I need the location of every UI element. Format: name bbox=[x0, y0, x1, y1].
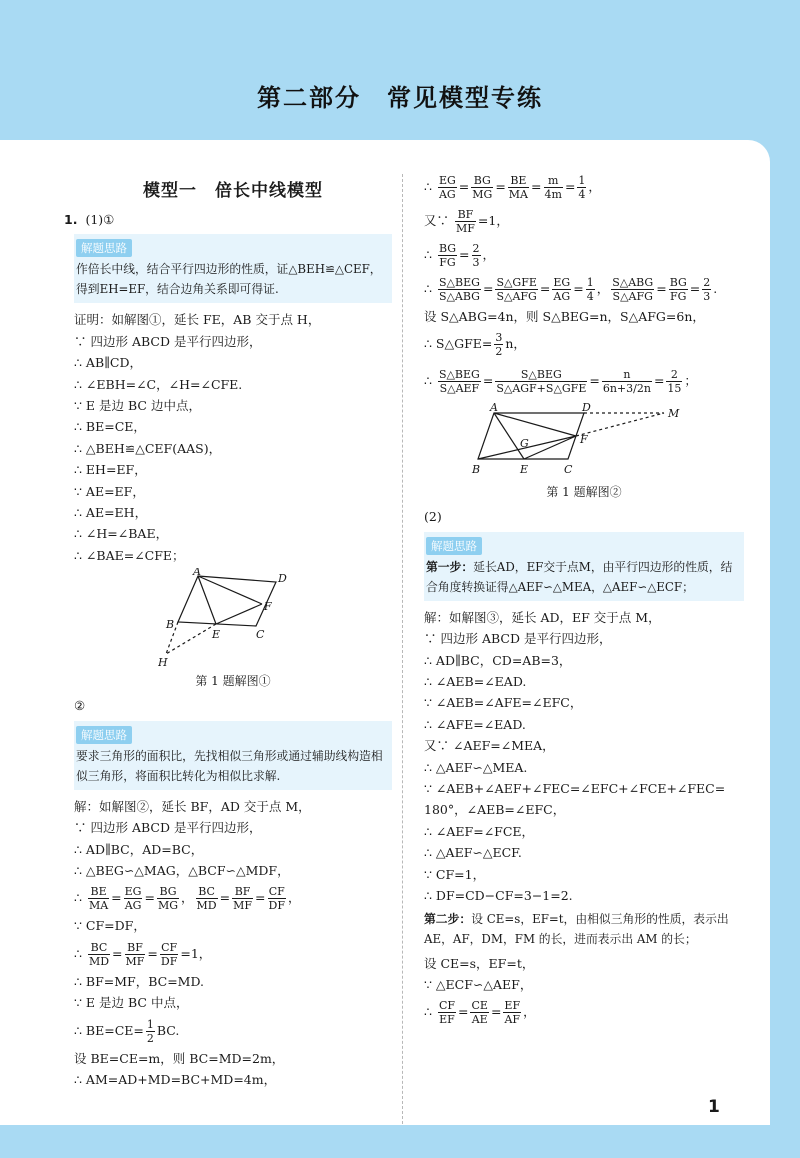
numerator: BG bbox=[438, 242, 457, 255]
fraction bbox=[268, 885, 286, 912]
figure-1 bbox=[158, 568, 308, 672]
solution-line: ∴ DF=CD−CF=3−1=2. bbox=[424, 888, 573, 904]
prefix: ∴ bbox=[424, 1004, 436, 1020]
operator: = bbox=[459, 247, 470, 262]
operator: = bbox=[531, 179, 542, 194]
ratio-line-r3 bbox=[424, 238, 744, 272]
numerator: BG bbox=[157, 885, 179, 899]
numerator: BE bbox=[88, 885, 109, 899]
hint-box-1 bbox=[74, 234, 392, 303]
operator: = bbox=[490, 1004, 502, 1020]
proof-line: ∴ ∠EBH=∠C，∠H=∠CFE. bbox=[74, 376, 243, 392]
denominator: FG bbox=[670, 290, 687, 303]
part2-lines-b bbox=[74, 971, 392, 1014]
prefix: ∴ bbox=[74, 945, 86, 961]
fraction bbox=[88, 941, 110, 968]
fraction bbox=[157, 885, 179, 912]
model-title: 模型一 倍长中线模型 bbox=[143, 181, 323, 201]
fraction bbox=[455, 208, 476, 235]
numerator: S△ABG bbox=[612, 276, 654, 289]
ratio-line-r7 bbox=[424, 361, 744, 401]
denominator: AG bbox=[438, 188, 456, 201]
denominator: MF bbox=[233, 899, 253, 913]
hint-text-1: 作倍长中线，结合平行四边形的性质，证△BEH≌△CEF，得到EH=EF，结合边角关系即可得证. bbox=[76, 262, 382, 297]
denominator: S△AFG bbox=[612, 290, 653, 303]
right-column bbox=[424, 170, 744, 1029]
line-cf-df: ∵ CF=DF， bbox=[74, 918, 146, 934]
numerator: BF bbox=[455, 208, 476, 222]
fraction bbox=[438, 242, 457, 269]
proof-line: ∴ ∠H=∠BAE， bbox=[74, 526, 169, 542]
parallelogram-abcd bbox=[178, 576, 276, 626]
prefix: ∴ bbox=[74, 890, 86, 906]
fraction bbox=[124, 885, 143, 912]
numerator: S△GFE bbox=[496, 276, 537, 289]
proof-line: 证明：如解图①，延长 FE，AB 交于点 H， bbox=[74, 312, 321, 328]
question-number: 1. bbox=[64, 212, 78, 227]
numerator: S△BEG bbox=[495, 368, 587, 382]
hint-tag: 解题思路 bbox=[76, 726, 132, 744]
denominator: S△ABG bbox=[438, 290, 480, 303]
denominator: AE bbox=[471, 1013, 488, 1027]
numerator: BC bbox=[196, 885, 218, 899]
suffix: ， bbox=[588, 179, 601, 194]
prefix: 又∵ bbox=[424, 213, 453, 228]
solution-line: ∵ E 是边 BC 中点， bbox=[74, 995, 189, 1011]
denominator: MA bbox=[508, 188, 529, 201]
hint-tag: 解题思路 bbox=[76, 239, 132, 257]
solution-line: ∴ ∠AEB=∠EAD. bbox=[424, 674, 527, 690]
denominator: 15 bbox=[667, 382, 682, 396]
numerator: 1 bbox=[146, 1017, 154, 1031]
point-label-f: F bbox=[264, 600, 272, 614]
denominator: AG bbox=[124, 899, 142, 913]
point-label-e: E bbox=[212, 628, 221, 642]
numerator: BF bbox=[125, 941, 146, 955]
denominator: MD bbox=[88, 954, 110, 968]
operator: = bbox=[495, 179, 506, 194]
proof-line: ∴ BE=CE， bbox=[74, 419, 146, 435]
part2-label: ② bbox=[74, 698, 86, 714]
numerator: CF bbox=[161, 940, 178, 954]
solution-line: ∵ ∠AEB+∠AEF+∠FEC=∠EFC+∠FCE+∠FEC= bbox=[424, 781, 726, 797]
suffix: ， bbox=[482, 247, 496, 262]
denominator: AG bbox=[553, 290, 571, 303]
solution-line: ∴ AD∥BC，AD=BC， bbox=[74, 841, 204, 857]
solution-line: ∵ ∠AEB=∠AFE=∠EFC， bbox=[424, 695, 583, 711]
denominator: MG bbox=[157, 899, 179, 913]
prefix: ∴ bbox=[424, 179, 436, 194]
point-label-c: C bbox=[564, 463, 573, 477]
part2-question-label: (2) bbox=[424, 509, 442, 525]
fraction bbox=[495, 276, 537, 303]
solution-line: ∴ △BEG∽△MAG，△BCF∽△MDF， bbox=[74, 862, 290, 878]
proof-line: ∵ 四边形 ABCD 是平行四边形， bbox=[74, 333, 262, 349]
fraction bbox=[232, 885, 253, 912]
prefix: ∴ bbox=[424, 247, 436, 262]
hint-text-3 bbox=[426, 557, 740, 597]
denominator: MF bbox=[455, 222, 475, 235]
solution-line: ∵ CF=1， bbox=[424, 866, 486, 882]
numerator: BG bbox=[471, 174, 493, 188]
suffix: ， bbox=[287, 890, 301, 906]
operator: = bbox=[482, 373, 494, 389]
solution-line: ∴ ∠AFE=∠EAD. bbox=[424, 716, 526, 732]
fraction bbox=[702, 276, 711, 303]
suffix: =1， bbox=[477, 213, 509, 228]
point-label-d: D bbox=[278, 572, 287, 586]
prefix: ∴ bbox=[424, 373, 436, 389]
denominator: 6n+3/2n bbox=[602, 382, 651, 396]
point-label-a: A bbox=[490, 403, 498, 415]
point-label-h: H bbox=[158, 656, 168, 670]
solution-line: 解：如解图③，延长 AD，EF 交于点 M， bbox=[424, 609, 661, 625]
part2-lines-a bbox=[74, 796, 392, 882]
fraction bbox=[508, 174, 529, 201]
point-label-b: B bbox=[472, 463, 481, 477]
part3-lines bbox=[424, 607, 744, 907]
fraction bbox=[438, 276, 481, 303]
solution-line: 设 BE=CE=m，则 BC=MD=2m， bbox=[74, 1050, 285, 1066]
operator: = bbox=[147, 945, 158, 961]
fraction bbox=[494, 331, 503, 358]
page-header-title: 第二部分 常见模型专练 bbox=[257, 84, 543, 112]
hint-text-2: 要求三角形的面积比，先找相似三角形或通过辅助线构造相似三角形，将面积比转化为相似比求解. bbox=[76, 748, 383, 783]
numerator: 2 bbox=[472, 242, 480, 255]
numerator: BE bbox=[508, 174, 529, 188]
denominator: MF bbox=[125, 954, 145, 968]
fraction bbox=[160, 941, 178, 968]
numerator: EF bbox=[504, 999, 521, 1013]
proof-line: ∵ AE=EF， bbox=[74, 483, 145, 499]
proof-line: ∴ EH=EF， bbox=[74, 462, 147, 478]
suffix: ； bbox=[684, 373, 697, 389]
numerator: BG bbox=[669, 276, 687, 289]
part4-lines bbox=[424, 953, 744, 996]
operator: = bbox=[564, 179, 576, 194]
solution-line: ∴ AD∥BC，CD=AB=3， bbox=[424, 652, 572, 668]
fraction bbox=[586, 276, 595, 303]
numerator: EG bbox=[553, 276, 571, 289]
numerator: S△BEG bbox=[438, 368, 480, 382]
point-label-e: E bbox=[520, 463, 529, 477]
proof-line: ∵ E 是边 BC 边中点， bbox=[74, 398, 201, 414]
proof-line: ∴ △BEH≌△CEF(AAS)， bbox=[74, 440, 222, 456]
ratio-line-r6 bbox=[424, 327, 744, 361]
suffix: . bbox=[713, 281, 718, 296]
figure-2 bbox=[464, 403, 734, 483]
fraction bbox=[552, 276, 571, 303]
fraction bbox=[503, 999, 521, 1026]
step2-heading: 第二步： bbox=[424, 911, 472, 926]
fraction bbox=[472, 242, 481, 269]
question-1-head bbox=[64, 209, 392, 230]
figure-1-caption: 第 1 题解图① bbox=[195, 674, 271, 689]
solution-line: ∴ △AEF∽△ECF. bbox=[424, 845, 522, 861]
fraction bbox=[146, 1018, 155, 1045]
fraction bbox=[602, 368, 652, 395]
fraction bbox=[544, 174, 563, 201]
denominator: DF bbox=[268, 899, 285, 913]
step1-heading: 第一步： bbox=[426, 559, 474, 574]
denominator: MG bbox=[472, 188, 493, 201]
fraction bbox=[666, 368, 682, 395]
fraction bbox=[196, 885, 218, 912]
denominator: 2 bbox=[495, 345, 503, 359]
denominator: DF bbox=[160, 954, 178, 968]
hint-tag: 解题思路 bbox=[426, 537, 482, 555]
numerator: S△BEG bbox=[438, 276, 480, 289]
separator: ， bbox=[596, 281, 610, 296]
prefix: ∴ bbox=[424, 281, 436, 296]
page-sheet bbox=[0, 140, 770, 1125]
ratio-line-r2 bbox=[424, 204, 744, 238]
solution-line: ∵ 四边形 ABCD 是平行四边形， bbox=[424, 631, 612, 647]
numerator: m bbox=[544, 174, 563, 188]
operator: ， bbox=[181, 890, 194, 906]
numerator: CF bbox=[268, 885, 285, 899]
hint-box-3 bbox=[424, 532, 744, 601]
denominator: 4 bbox=[578, 188, 586, 201]
ratio-line-3 bbox=[74, 1014, 392, 1048]
operator: = bbox=[482, 281, 494, 296]
point-label-a: A bbox=[193, 568, 201, 579]
fraction bbox=[125, 941, 146, 968]
ratio-line-r1 bbox=[424, 170, 744, 204]
point-label-d: D bbox=[582, 403, 591, 415]
point-label-g: G bbox=[520, 437, 529, 451]
solution-line: 180°，∠AEB=∠EFC， bbox=[424, 802, 566, 818]
solution-line: ∵ △ECF∽△AEF， bbox=[424, 976, 533, 992]
fraction bbox=[438, 174, 457, 201]
numerator: EG bbox=[124, 885, 142, 899]
operator: = bbox=[656, 281, 667, 296]
operator: = bbox=[255, 890, 266, 906]
column-divider bbox=[402, 174, 403, 1124]
numerator: CE bbox=[471, 999, 488, 1013]
denominator: MD bbox=[196, 899, 217, 913]
step2-text: 设 CE=s，EF=t，由相似三角形的性质，表示出 AE，AF，DM，FM 的长，进而表示出 AM 的长； bbox=[424, 911, 729, 946]
numerator: CF bbox=[438, 999, 455, 1013]
prefix: ∴ S△GFE= bbox=[424, 336, 493, 352]
denominator: 2 bbox=[146, 1031, 154, 1045]
part1-proof bbox=[74, 309, 392, 566]
operator: = bbox=[111, 890, 122, 906]
operator: = bbox=[539, 281, 551, 296]
fraction bbox=[438, 368, 481, 395]
numerator: 3 bbox=[495, 331, 503, 345]
solution-line: ∵ 四边形 ABCD 是平行四边形， bbox=[74, 820, 262, 836]
numerator: 2 bbox=[703, 276, 711, 289]
numerator: BF bbox=[232, 885, 253, 899]
ratio-line-r4 bbox=[424, 272, 744, 306]
solution-line: 设 CE=s，EF=t， bbox=[424, 955, 535, 971]
operator: = bbox=[219, 890, 231, 906]
operator: = bbox=[689, 281, 701, 296]
fraction bbox=[577, 174, 586, 201]
fraction bbox=[495, 368, 587, 395]
solution-line: ∴ ∠AEF=∠FCE， bbox=[424, 823, 535, 839]
denominator: AF bbox=[504, 1013, 521, 1027]
figure-2-caption: 第 1 题解图② bbox=[546, 485, 622, 500]
step2-text-block bbox=[424, 909, 744, 949]
area-setup-line: 设 S△ABG=4n，则 S△BEG=n，S△AFG=6n， bbox=[424, 309, 705, 324]
proof-line: ∴ ∠BAE=∠CFE； bbox=[74, 547, 185, 563]
numerator: BC bbox=[88, 941, 110, 955]
denominator: S△AEF bbox=[439, 382, 480, 396]
denominator: MA bbox=[88, 899, 109, 913]
point-label-f: F bbox=[580, 433, 588, 447]
operator: = bbox=[458, 179, 470, 194]
operator: = bbox=[589, 373, 600, 389]
point-label-b: B bbox=[166, 618, 175, 632]
denominator: EF bbox=[439, 1013, 455, 1027]
proof-line: ∴ AB∥CD， bbox=[74, 355, 142, 371]
solution-line: 解：如解图②，延长 BF，AD 交于点 M， bbox=[74, 798, 311, 814]
page-number: 1 bbox=[708, 1097, 720, 1117]
operator: = bbox=[573, 281, 584, 296]
denominator: 4 bbox=[586, 290, 594, 303]
numerator: 1 bbox=[586, 276, 594, 289]
solution-line: ∴ △AEF∽△MEA. bbox=[424, 759, 528, 775]
denominator: S△AFG bbox=[496, 290, 537, 303]
operator: = bbox=[653, 373, 665, 389]
denominator: 3 bbox=[472, 256, 480, 269]
operator: = bbox=[112, 945, 123, 961]
suffix: =1， bbox=[180, 945, 212, 961]
solution-line: ∴ BF=MF，BC=MD. bbox=[74, 973, 205, 989]
ratio-line-r8 bbox=[424, 995, 744, 1029]
point-label-c: C bbox=[256, 628, 265, 642]
suffix: n， bbox=[505, 336, 526, 352]
left-column bbox=[64, 140, 392, 1090]
ratio-line-2 bbox=[74, 937, 392, 971]
proof-line: ∴ AE=EH， bbox=[74, 505, 148, 521]
part2-lines-c bbox=[74, 1048, 392, 1091]
fraction bbox=[611, 276, 654, 303]
solution-line: 又∵ ∠AEF=∠MEA， bbox=[424, 738, 555, 754]
part1-label: (1)① bbox=[85, 212, 115, 227]
point-label-m: M bbox=[668, 407, 680, 421]
step1-text: 延长AD，EF交于点M，由平行四边形的性质，结合角度转换证得△AEF∽△MEA，△AEF∽△ECF； bbox=[426, 559, 733, 594]
operator: = bbox=[144, 890, 155, 906]
denominator: 3 bbox=[703, 290, 711, 303]
numerator: n bbox=[602, 368, 652, 382]
ratio-line-1 bbox=[74, 881, 392, 915]
numerator: 1 bbox=[578, 174, 586, 187]
fraction bbox=[88, 885, 109, 912]
prefix: ∴ BE=CE= bbox=[74, 1022, 144, 1038]
solution-line: ∴ AM=AD+MD=BC+MD=4m， bbox=[74, 1071, 277, 1087]
suffix: ， bbox=[523, 1004, 536, 1020]
suffix: BC. bbox=[156, 1022, 180, 1038]
denominator: 4m bbox=[544, 188, 562, 201]
fraction bbox=[470, 999, 488, 1026]
numerator: 2 bbox=[666, 368, 682, 382]
denominator: FG bbox=[439, 256, 456, 269]
fraction bbox=[471, 174, 493, 201]
numerator: EG bbox=[438, 174, 456, 187]
hint-box-2 bbox=[74, 721, 392, 790]
denominator: S△AGF+S△GFE bbox=[496, 382, 587, 396]
parallelogram-abcd-2 bbox=[478, 413, 584, 459]
fraction bbox=[438, 999, 456, 1026]
fraction bbox=[669, 276, 688, 303]
operator: = bbox=[458, 1004, 469, 1020]
